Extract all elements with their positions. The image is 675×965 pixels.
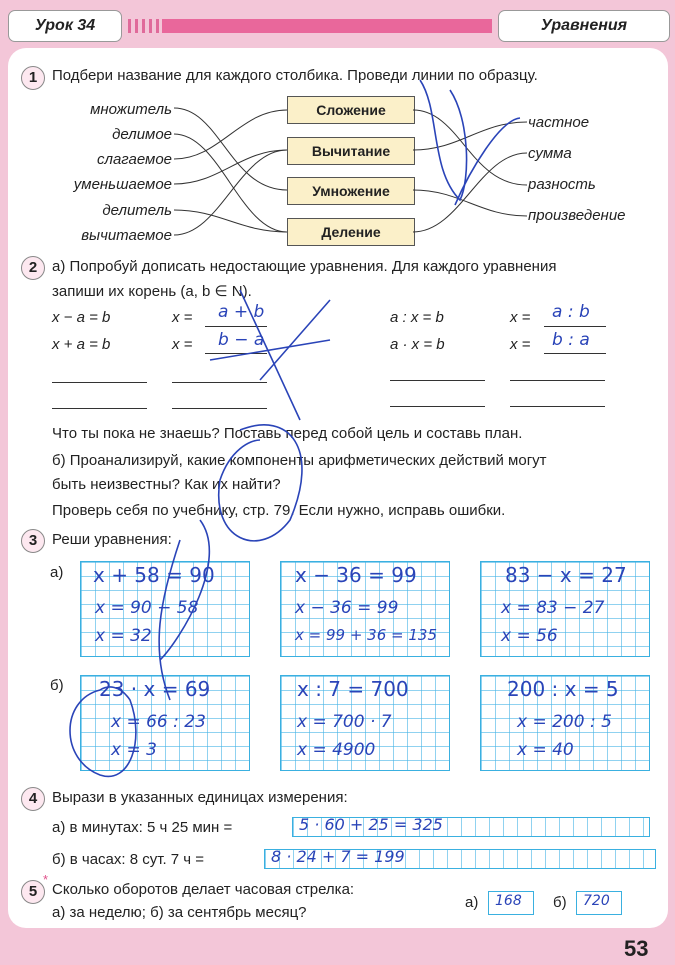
task4-a-text: а) в минутах: 5 ч 25 мин = <box>52 819 233 836</box>
task2-text-a2: запиши их корень (a, b ∈ N). <box>52 283 252 300</box>
header-band <box>162 19 492 33</box>
eq3-x-label: x = <box>510 309 531 326</box>
eq4-handwritten: b : a <box>552 330 590 350</box>
grid-line-1: x = 66 : 23 <box>111 712 206 732</box>
eq-x-minus-a: x − a = b <box>52 309 111 326</box>
task2-number: 2 <box>21 256 45 280</box>
task5-a-answer: 168 <box>495 893 522 909</box>
term-sum: сумма <box>528 145 572 162</box>
task5-star: * <box>43 872 49 887</box>
task4-number: 4 <box>21 787 45 811</box>
term-minuend: уменьшаемое <box>73 176 172 193</box>
task5-b-label: б) <box>553 894 567 911</box>
task5-a-answer-box <box>488 891 534 915</box>
eq2-handwritten: b − a <box>218 330 265 350</box>
task2-check: Проверь себя по учебнику, стр. 79. Если нужно, исправь ошибки. <box>52 502 506 519</box>
solution-grid <box>280 561 450 657</box>
solution-grid <box>80 675 250 771</box>
topic-tag: Уравнения <box>498 10 670 42</box>
blank-line <box>172 408 267 409</box>
grid-line-1: x = 700 · 7 <box>297 712 392 732</box>
task5-b-answer-box <box>576 891 622 915</box>
grid-line-2: x = 56 <box>501 626 558 646</box>
op-subtraction: Вычитание <box>287 137 415 165</box>
term-subtrahend: вычитаемое <box>81 227 172 244</box>
eq4-blank <box>544 353 606 354</box>
grid-line-2: x = 3 <box>111 740 157 760</box>
row-a-label: а) <box>50 564 64 581</box>
task4-b-answer: 8 · 24 + 7 = 199 <box>271 847 405 866</box>
term-difference: разность <box>528 176 596 193</box>
eq-x-plus-a: x + a = b <box>52 336 111 353</box>
grid-equation: 83 − x = 27 <box>505 563 627 587</box>
task1-text: Подбери название для каждого столбика. Проведи линии по образцу. <box>52 67 538 84</box>
grid-equation: 23 · x = 69 <box>99 677 211 701</box>
grid-equation: x − 36 = 99 <box>295 563 417 587</box>
eq1-x-label: x = <box>172 309 193 326</box>
eq-a-times-x: a · x = b <box>390 336 445 353</box>
eq-a-div-x: a : x = b <box>390 309 444 326</box>
blank-line <box>510 380 605 381</box>
grid-line-1: x − 36 = 99 <box>295 598 399 618</box>
grid-equation: x : 7 = 700 <box>297 677 409 701</box>
task2-question: Что ты пока не знаешь? Поставь перед собой цель и составь план. <box>52 425 523 442</box>
page-number: 53 <box>624 936 649 961</box>
task5-text2: а) за неделю; б) за сентябрь месяц? <box>52 904 307 921</box>
task4-b-answer-strip <box>264 849 656 869</box>
term-multiplier: множитель <box>90 101 172 118</box>
grid-line-1: x = 90 − 58 <box>95 598 199 618</box>
blank-line <box>52 408 147 409</box>
task3-text: Реши уравнения: <box>52 531 172 548</box>
eq4-x-label: x = <box>510 336 531 353</box>
grid-line-2: x = 99 + 36 = 135 <box>295 626 437 644</box>
blank-line <box>510 406 605 407</box>
row-b-label: б) <box>50 677 64 694</box>
task4-b-text: б) в часах: 8 сут. 7 ч = <box>52 851 205 868</box>
blank-line <box>52 382 147 383</box>
op-multiplication: Умножение <box>287 177 415 205</box>
grid-line-1: x = 200 : 5 <box>517 712 612 732</box>
grid-line-1: x = 83 − 27 <box>501 598 605 618</box>
eq2-blank <box>205 353 267 354</box>
blank-line <box>390 406 485 407</box>
blank-line <box>172 382 267 383</box>
task5-a-label: а) <box>465 894 479 911</box>
term-product: произведение <box>528 207 626 224</box>
solution-grid <box>280 675 450 771</box>
grid-line-2: x = 32 <box>95 626 152 646</box>
term-addend: слагаемое <box>96 151 172 168</box>
eq1-handwritten: a + b <box>218 302 265 322</box>
eq3-handwritten: a : b <box>552 302 590 322</box>
grid-line-2: x = 4900 <box>297 740 376 760</box>
solution-grid <box>480 561 650 657</box>
eq3-blank <box>544 326 606 327</box>
term-divisor: делитель <box>102 202 172 219</box>
task4-text: Вырази в указанных единицах измерения: <box>52 789 348 806</box>
op-division: Деление <box>287 218 415 246</box>
blank-line <box>390 380 485 381</box>
task2-text-b1: б) Проанализируй, какие компоненты арифметических действий могут <box>52 452 547 469</box>
task2-text-b2: быть неизвестны? Как их найти? <box>52 476 281 493</box>
grid-line-2: x = 40 <box>517 740 574 760</box>
grid-equation: x + 58 = 90 <box>93 563 215 587</box>
header-stripes <box>128 19 160 33</box>
task5-number: 5 <box>21 880 45 904</box>
task5-b-answer: 720 <box>583 893 610 909</box>
task4-a-answer: 5 · 60 + 25 = 325 <box>299 815 443 834</box>
term-quotient: частное <box>528 114 590 131</box>
solution-grid <box>480 675 650 771</box>
task3-number: 3 <box>21 529 45 553</box>
task1-number: 1 <box>21 66 45 90</box>
task2-text-a1: а) Попробуй дописать недостающие уравнения. Для каждого уравнения <box>52 258 557 275</box>
lesson-tag: Урок 34 <box>8 10 122 42</box>
term-dividend: делимое <box>112 126 172 143</box>
solution-grid <box>80 561 250 657</box>
task5-text1: Сколько оборотов делает часовая стрелка: <box>52 881 355 898</box>
eq1-blank <box>205 326 267 327</box>
task4-a-answer-strip <box>292 817 650 837</box>
eq2-x-label: x = <box>172 336 193 353</box>
grid-equation: 200 : x = 5 <box>507 677 619 701</box>
op-addition: Сложение <box>287 96 415 124</box>
